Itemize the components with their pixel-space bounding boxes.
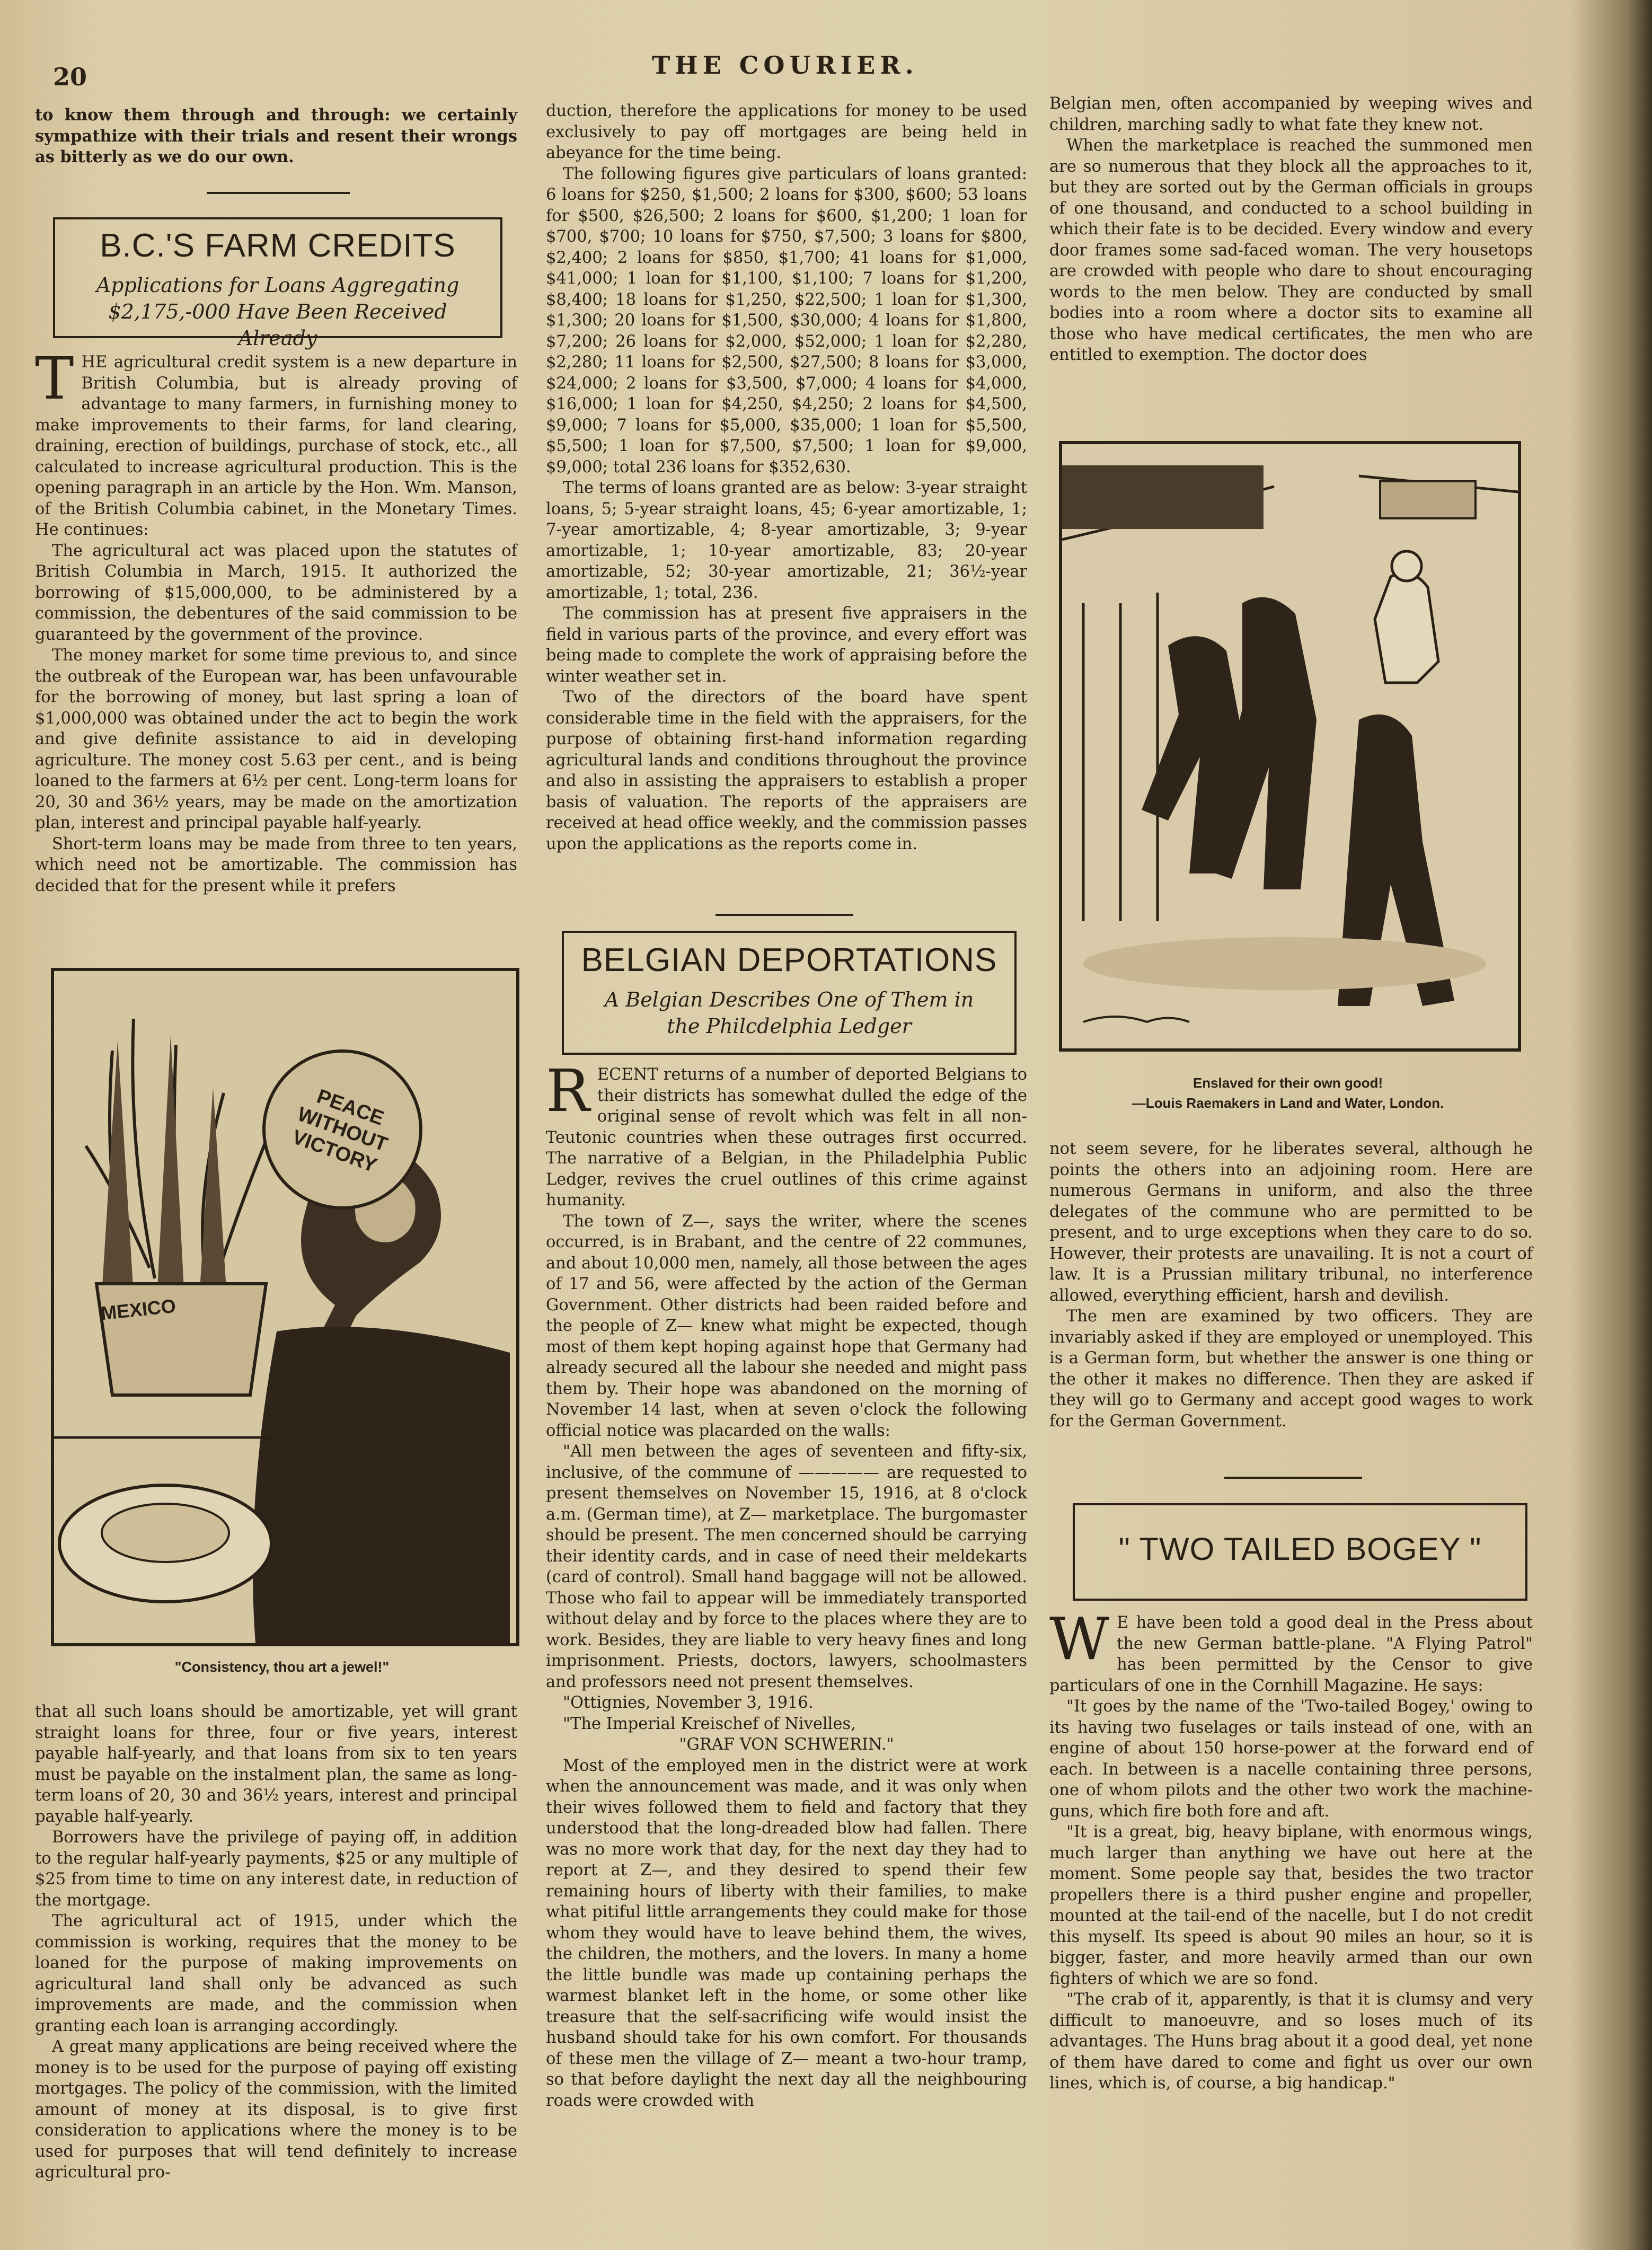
article-paragraph: Short-term loans may be made from three to ten years, which need not be amortizable. The commission has decided that for the present while it prefers [35,834,517,895]
belgian-continued-bottom [1049,1139,1533,1432]
masthead-title: THE COURIER. [652,51,918,80]
article-paragraph: "It is a great, big, heavy biplane, with enormous wings, much larger than anything we have out here at the moment. Some people say that, besides the two tractor propellers there is a third pusher engine and propeller, mounted at the tail-end of the nacelle, but I do not credit this myself. Its speed is about 90 miles an hour, so it is bigger, faster, and more heavily armed than our own fighters of which we are so fond. [1049,1823,1533,1988]
intro-paragraph: to know them through and through: we certainly sympathize with their trials and resent their wrongs as bitterly as we do our own. [35,105,517,166]
article-paragraph: The commission has at present five appraisers in the field in various parts of the province, and every effort was being made to complete the work of appraising before the winter weather set in. [546,604,1027,686]
notice-signature: "GRAF VON SCHWERIN." [679,1735,894,1754]
official-notice: "All men between the ages of seventeen and fifty-six, inclusive, of the commune of ————— are requested to present themselves on November 15, 1916, at 8 o'clock a.m. (German time), at Z— marketplace. The burgomaster should be present. The men concerned should be carrying their identity cards, and in case of need their meldekarts (card of control). Small hand baggage will not be allowed. Those who fail to appear will be immediately transported without delay and by force to the places where they are to work. Besides, they are liable to very heavy fines and long imprisonment. Priests, doctors, lawyers, schoolmasters and professors need not present themselves. [546,1442,1027,1691]
dropcap: T [35,345,74,412]
bogey-body [1049,1605,1533,2094]
article-paragraph: Most of the employed men in the district were at work when the announcement was made, and it was only when their wives followed them to field and factory that they understood that the long-dreaded blow had fallen. There was no more work that day, for the next day they had to report at Z—, and they desired to spend their few remaining hours of liberty with their families, to make what pitiful little arrangements they could make for those whom they would have to leave behind them, the wives, the children, the mothers, and the lovers. In many a home the little bundle was made up containing perhaps the warmest blanket left in the home, or some other like treasure that the self-sacrificing wife would insist the husband should take for his own comfort. For thousands of these men the village of Z— meant a two-hour tramp, so that before daylight the next day all the neighbouring roads were crowded with [546,1756,1027,2110]
article-paragraph: Belgian men, often accompanied by weeping wives and children, marching sadly to what fate they knew not. [1049,94,1533,134]
article-paragraph: The terms of loans granted are as below: 3-year straight loans, 5; 5-year straight loans, 45; 6-year amortizable, 1; 7-year amortizable, 4; 8-year amortizable, 3; 9-year amortizable, 1; 10-year amortizable, 83; 20-year amortizable, 52; 30-year amortizable, 21; 36½-year amortizable, 1; total, 236. [546,479,1027,602]
caption-line: Enslaved for their own good! [1192,1075,1383,1091]
article-paragraph: duction, therefore the applications for money to be used exclusively to pay off mortgages are being held in abeyance for the time being. [546,102,1027,162]
cartoon-caption [1060,1073,1516,1113]
notice-issuer: "The Imperial Kreischef of Nivelles, [563,1714,856,1733]
notice-date: "Ottignies, November 3, 1916. [563,1693,814,1712]
article-paragraph: A great many applications are being received where the money is to be used for the purpose of paying off existing mortgages. The policy of the commission, with the limited amount of money at its disposal, is to give first consideration to applications where the money is to be used for purposes that will tend definitely to increase agricultural pro- [35,2037,517,2182]
belgian-continued-top [1049,93,1533,366]
article-paragraph: "It goes by the name of the 'Two-tailed Bogey,' owing to its having two fuselages or tails instead of one, with an engine of about 150 horse-power at the forward end of each. In between is a nacelle containing three persons, one of whom pilots and the other two work the machine-guns, which fire both fore and aft. [1049,1697,1533,1821]
article-paragraph: Borrowers have the privilege of paying off, in addition to the regular half-yearly payments, $25 or any multiple of $25 from time to time on any interest date, in reduction of the mortgage. [35,1828,517,1910]
peace-without-victory-seal: PEACE WITHOUT VICTORY [240,1027,445,1232]
farm-credits-title: B.C.'S FARM CREDITS [100,227,456,264]
col1-intro [35,105,517,168]
article-paragraph: The town of Z—, says the writer, where the scenes occurred, is in Brabant, and the centre of 22 communes, and about 10,000 men, namely, all those between the ages of 17 and 56, were affected by the action of the German Government. Other districts had been raided before and the people of Z— knew what might be expected, though most of them kept hoping against hope that Germany had already secured all the labour she needed and might pass them by. Their hope was abandoned on the morning of November 14 last, when at seven o'clock the following official notice was placarded on the walls: [546,1212,1027,1440]
divider [715,914,853,916]
belgian-body [546,1057,1027,2111]
raemakers-drawing [1062,444,1518,1048]
farm-credits-continued [546,101,1027,854]
page-number: 20 [53,63,87,91]
article-paragraph: not seem severe, for he liberates several, although he points the others into an adjoining room. Here are numerous Germans in uniform, and also the three delegates of the commune who are permitted to be present, and to urge exceptions when they care to do so. However, their protests are unavailing. It is not a court of law. It is a Prussian military tribunal, no interference allowed, everything efficient, harsh and devilish. [1049,1140,1533,1305]
article-paragraph: HE agricultural credit system is a new departure in British Columbia, but is already proving of advantage to many farmers, in furnishing money to make improvements to their farms, for land clearing, draining, erection of buildings, purchase of stock, etc., all calculated to increase agricultural production. This is the opening paragraph in an article by the Hon. Wm. Manson, of the British Columbia cabinet, in the Monetary Times. He continues: [35,353,517,539]
article-paragraph: E have been told a good deal in the Press about the new German battle-plane. "A Flying Patrol" has been permitted by the Censor to give particulars of one in the Cornhill Magazine. He says: [1049,1613,1533,1695]
article-paragraph: The agricultural act was placed upon the statutes of British Columbia in March, 1915. It authorized the borrowing of $15,000,000, to be administered by a commission, the debentures of the said commission to be guaranteed by the government of the province. [35,541,517,644]
article-paragraph: "The crab of it, apparently, is that it is clumsy and very difficult to manoeuvre, and so loses much of its advantages. The Huns brag about it a good deal, yet none of them have dared to come and fight us over our own lines, which is, of course, a big handicap." [1049,1990,1533,2093]
cartoon-caption: "Consistency, thou art a jewel!" [174,1659,390,1675]
dropcap: W [1049,1605,1110,1673]
belgian-subtitle: A Belgian Describes One of Them in the Philcdelphia Ledger [604,988,974,1038]
pot-label: MEXICO [100,1294,177,1325]
belgian-title: BELGIAN DEPORTATIONS [581,942,997,978]
belgian-heading-box [562,931,1017,1055]
caption-credit: —Louis Raemakers in Land and Water, London. [1132,1095,1444,1111]
article-paragraph: Two of the directors of the board have spent considerable time in the field with the appraisers, for the purpose of obtaining first-hand information regarding agricultural lands and conditions throughout the province and also in assisting the appraisers to establish a proper basis of valuation. The reports of the appraisers are received at head office weekly, and the commission passes upon the applications as the reports come in. [546,688,1027,853]
loan-figures-paragraph: The following figures give particulars of loans granted: 6 loans for $250, $1,500; 2 loans for $300, $600; 53 loans for $500, $26,500; 2 loans for $600, $1,200; 1 loan for $700, $700; 10 loans for $750, $7,500; 3 loans for $800, $2,400; 2 loans for $850, $1,700; 41 loans for $1,000, $41,000; 1 loan for $1,100, $1,100; 7 loans for $1,200, $8,400; 18 loans for $1,250, $22,500; 1 loan for $1,300, $1,300; 20 loans for $1,500, $30,000; 4 loans for $1,800, $7,200; 26 loans for $2,000, $52,000; 1 loan for $2,280, $2,280; 11 loans for $2,500, $27,500; 8 loans for $3,000, $24,000; 2 loans for $3,500, $7,000; 4 loans for $4,000, $16,000; 1 loan for $4,250, $4,250; 2 loans for $4,500, $9,000; 7 loans for $5,000, $35,000; 1 loan for $5,500, $5,500; 1 loan for $7,500, $7,500; 1 loan for $9,000, $9,000; total 236 loans for $352,630. [546,164,1027,477]
farm-credits-subtitle: Applications for Loans Aggregating $2,175,-000 Have Been Received Already [96,273,460,350]
cartoon-enslaved [1059,441,1521,1052]
farm-credits-body-bottom [35,1701,517,2183]
article-paragraph: The men are examined by two officers. They are invariably asked if they are employed or unemployed. This is a German form, but whether the answer is one thing or the other it makes no difference. Then they are asked if they will go to Germany and accept good wages to work for the German Government. [1049,1307,1533,1431]
farm-credits-heading-box [53,217,502,350]
dropcap: R [546,1057,590,1125]
article-paragraph: ECENT returns of a number of deported Belgians to their districts has somewhat dulled the edge of the original sense of revolt which was felt in all non-Teutonic countries when these outrages first occurred. The narrative of a Belgian, in the Philadelphia Public Ledger, revives the cruel outlines of this crime against humanity. [546,1065,1027,1210]
farm-credits-body-top [35,345,517,896]
article-paragraph: The money market for some time previous to, and since the outbreak of the European war, has been unfavourable for the borrowing of money, but last spring a loan of $1,000,000 was obtained under the act to begin the work and give definite assistance to aid in developing agriculture. The money cost 5.63 per cent., and is being loaned to the farmers at 6½ per cent. Long-term loans for 20, 30 and 36½ years, may be made on the amortization plan, interest and principal payable half-yearly. [35,646,517,832]
divider [1224,1477,1362,1479]
bogey-title: " TWO TAILED BOGEY " [1118,1531,1482,1567]
article-paragraph: that all such loans should be amortizable, yet will grant straight loans for three, four or five years, interest payable half-yearly, and that loans from six to ten years must be payable on the instalment plan, the same as long-term loans of 20, 30 and 36½ years, interest and principal payable half-yearly. [35,1702,517,1826]
divider [207,192,350,194]
bogey-heading-box [1073,1503,1527,1601]
article-paragraph: The agricultural act of 1915, under which the commission is working, requires that the money to be loaned for the purpose of making improvements on agricultural land shall only be advanced as such improvements are made, and the commission when granting each loan is arranging accordingly. [35,1912,517,2035]
article-paragraph: When the marketplace is reached the summoned men are so numerous that they block all the approaches to it, but they are sorted out by the German officials in groups of one thousand, and conducted to a school building in which their fate is to be decided. Every window and every door frames some sad-faced woman. The very housetops are crowded with people who dare to shout encouraging words to the men below. They are conducted by small bodies into a room where a doctor sits to examine all those who have medical certificates, the men who are entitled to exemption. The doctor does [1049,136,1533,364]
